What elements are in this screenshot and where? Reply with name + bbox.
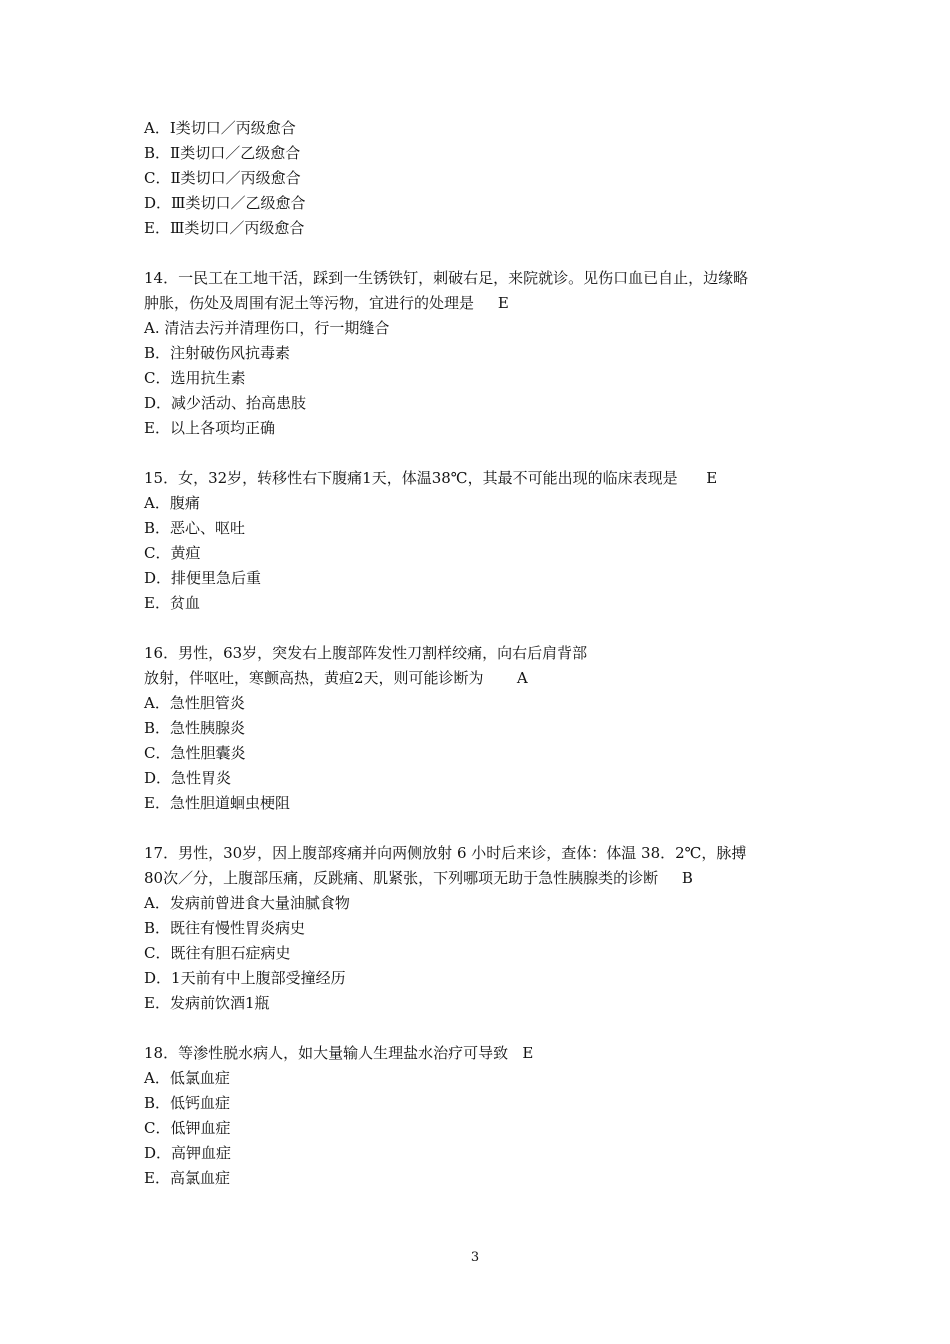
option-line: E．贫血	[144, 594, 200, 612]
question-stem: 16．男性，63岁，突发右上腹部阵发性刀割样绞痛，向右后肩背部	[144, 644, 588, 662]
option-line: A．急性胆管炎	[144, 694, 245, 712]
question-stem: 80次／分，上腹部压痛，反跳痛、肌紧张，下列哪项无助于急性胰腺类的诊断 B	[144, 869, 693, 887]
option-line: D．高钾血症	[144, 1144, 232, 1162]
option-line: A. 清洁去污并清理伤口，行一期缝合	[144, 319, 390, 337]
option-line: D．1天前有中上腹部受撞经历	[144, 969, 346, 987]
question-stem: 14．一民工在工地干活，踩到一生锈铁钉，刺破右足，来院就诊。见伤口血已自止，边缘略	[144, 269, 749, 287]
question-15	[144, 466, 814, 616]
option-line: B．Ⅱ类切口／乙级愈合	[144, 144, 301, 162]
option-line: C．黄疸	[144, 544, 201, 562]
option-line: C．低钾血症	[144, 1119, 231, 1137]
option-line: E．急性胆道蛔虫梗阻	[144, 794, 290, 812]
option-line: B．低钙血症	[144, 1094, 231, 1112]
option-line: B．注射破伤风抗毒素	[144, 344, 291, 362]
option-line: E．高氯血症	[144, 1169, 230, 1187]
option-line: D．减少活动、抬高患肢	[144, 394, 307, 412]
option-line: C．Ⅱ类切口／丙级愈合	[144, 169, 301, 187]
option-line: E．发病前饮酒1瓶	[144, 994, 270, 1012]
option-line: E．Ⅲ类切口／丙级愈合	[144, 219, 305, 237]
question-16	[144, 641, 814, 816]
question-stem: 18．等渗性脱水病人，如大量输人生理盐水治疗可导致 E	[144, 1044, 534, 1062]
question-stem: 放射，伴呕吐，寒颤高热，黄疸2天，则可能诊断为 A	[144, 669, 528, 687]
carryover-options	[144, 116, 814, 241]
option-line: C．急性胆囊炎	[144, 744, 246, 762]
option-line: D．急性胃炎	[144, 769, 232, 787]
question-stem: 15．女，32岁，转移性右下腹痛1天，体温38℃，其最不可能出现的临床表现是 E	[144, 469, 718, 487]
option-line: B．急性胰腺炎	[144, 719, 246, 737]
question-14	[144, 266, 814, 441]
page-content	[144, 116, 814, 1191]
option-line: C．既往有胆石症病史	[144, 944, 291, 962]
option-line: A．低氯血症	[144, 1069, 230, 1087]
option-line: D．Ⅲ类切口／乙级愈合	[144, 194, 306, 212]
option-line: A．发病前曾进食大量油腻食物	[144, 894, 350, 912]
option-line: B．既往有慢性胃炎病史	[144, 919, 306, 937]
question-stem: 17．男性，30岁，因上腹部疼痛并向两侧放射 6 小时后来诊，查体：体温 38．2℃，脉搏	[144, 844, 747, 862]
question-18	[144, 1041, 814, 1191]
option-line: A．Ⅰ类切口／丙级愈合	[144, 119, 296, 137]
option-line: D．排便里急后重	[144, 569, 262, 587]
question-17	[144, 841, 814, 1016]
question-stem: 肿胀，伤处及周围有泥土等污物，宜进行的处理是 E	[144, 294, 509, 312]
option-line: E．以上各项均正确	[144, 419, 275, 437]
option-line: C．选用抗生素	[144, 369, 246, 387]
page-number: 3	[470, 1250, 480, 1265]
option-line: A．腹痛	[144, 494, 200, 512]
option-line: B．恶心、呕吐	[144, 519, 246, 537]
